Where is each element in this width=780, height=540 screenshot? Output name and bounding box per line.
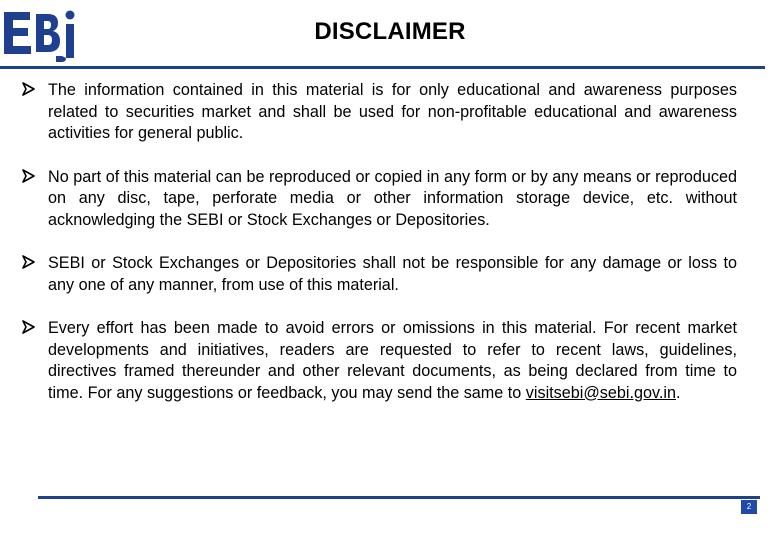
bullet-text: Every effort has been made to avoid errors or omissions in this material. For recent market developments and initiatives, readers are requested to refer to recent laws, guidelines, directives framed thereunder and other relevant documents, as being declared from time to time. For any suggestions or feedback, you may send the same to — [48, 319, 737, 402]
bullet-text: No part of this material can be reproduced or copied in any form or by any means or reproduced on any disc, tape, perforate media or other information storage device, etc. without acknowledging the SEBI or Stock Exchanges or Depositories. — [48, 167, 737, 229]
list-item — [22, 80, 737, 145]
list-item — [22, 167, 737, 232]
disclaimer-list — [22, 80, 737, 426]
header-divider — [0, 66, 765, 69]
page-title: DISCLAIMER — [314, 18, 466, 45]
arrow-bullet-icon — [22, 254, 36, 270]
arrow-bullet-icon — [22, 81, 36, 97]
list-item — [22, 318, 737, 404]
page-number-badge: 2 — [741, 500, 757, 514]
bullet-text: The information contained in this material is for only educational and awareness purposes related to securities market and shall be used for non-profitable educational and awareness activities for general public. — [48, 81, 737, 142]
arrow-bullet-icon — [22, 319, 36, 335]
bullet-suffix: . — [675, 383, 681, 402]
footer-divider — [38, 496, 760, 499]
list-item — [22, 253, 737, 296]
arrow-bullet-icon — [22, 168, 36, 184]
email-link[interactable]: visitsebi@sebi.gov.in — [525, 383, 676, 402]
bullet-text: SEBI or Stock Exchanges or Depositories shall not be responsible for any damage or loss to any one of any manner, from use of this material. — [48, 254, 737, 294]
